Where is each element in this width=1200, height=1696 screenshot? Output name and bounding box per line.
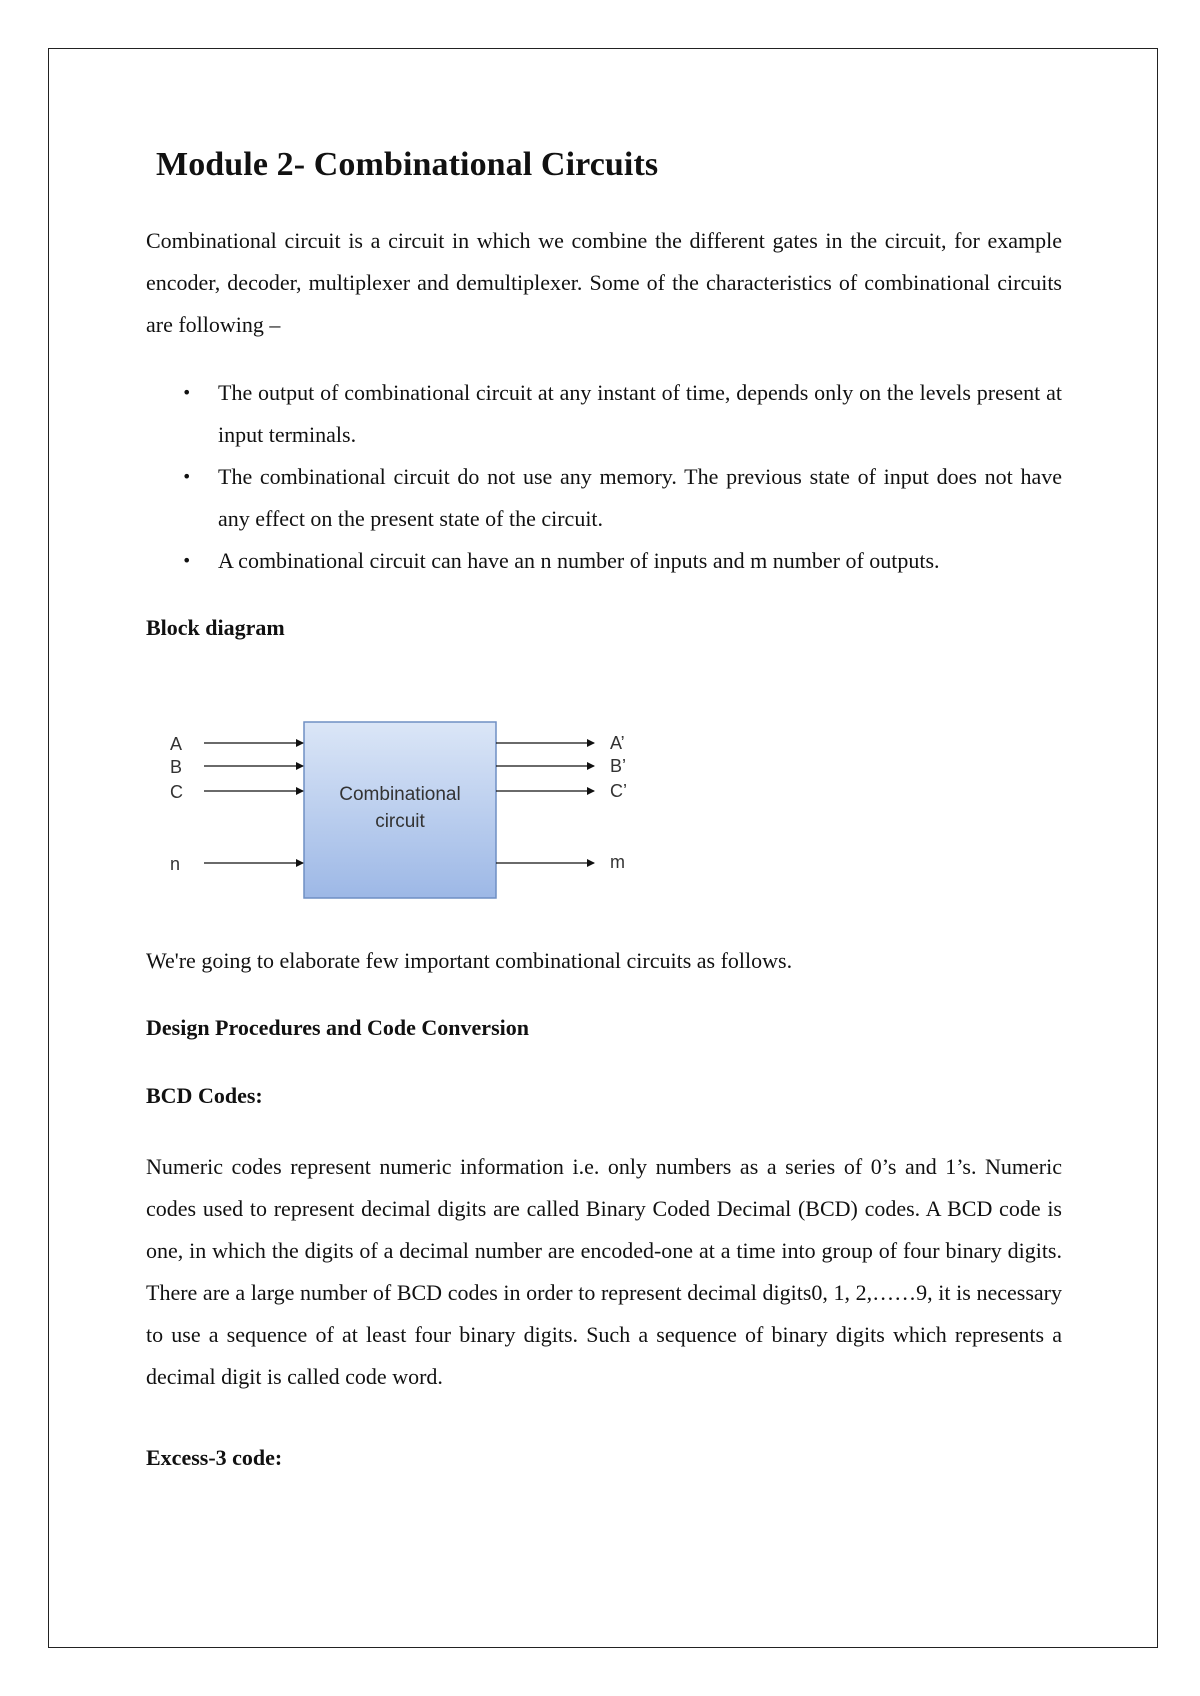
bullet-icon: • — [182, 467, 192, 486]
box-label-line2: circuit — [375, 811, 425, 832]
output-label-m: m — [610, 852, 625, 872]
bullet-icon: • — [182, 383, 192, 402]
combinational-circuit-box — [304, 722, 496, 898]
box-label-line1: Combinational — [339, 784, 461, 805]
list-item-text: A combinational circuit can have an n number of inputs and m number of outputs. — [218, 548, 940, 573]
block-diagram-heading: Block diagram — [146, 615, 285, 640]
bcd-paragraph: Numeric codes represent numeric information i.e. only numbers as a series of 0’s and 1’s. Numeric codes used to represent decimal digits are called Binary Coded Decimal (BCD) codes. A BCD code is one, in which the digits of a decimal number are encoded-one at a time into group of four binary digits. There are a large number of BCD codes in order to represent decimal digits0, 1, 2,……9, it is necessary to use a sequence of at least four binary digits. Such a sequence of binary digits which represents a decimal digit is called code word. — [146, 1154, 1062, 1389]
after-diagram-sentence: We're going to elaborate few important combinational circuits as follows. — [146, 948, 793, 973]
excess-3-heading: Excess-3 code: — [146, 1445, 283, 1470]
intro-paragraph: Combinational circuit is a circuit in which we combine the different gates in the circuit, for example encoder, decoder, multiplexer and demultiplexer. Some of the characteristics of combinational circuits are following – — [146, 228, 1062, 337]
block-diagram — [146, 700, 666, 900]
output-label-b-prime: B’ — [610, 756, 627, 776]
list-item — [146, 456, 1062, 540]
list-item-text: The combinational circuit do not use any memory. The previous state of input does not have any effect on the present state of the circuit. — [218, 464, 1062, 531]
design-procedures-heading: Design Procedures and Code Conversion — [146, 1015, 529, 1040]
document-content — [146, 140, 1062, 1478]
list-item-text: The output of combinational circuit at any instant of time, depends only on the levels present at input terminals. — [218, 380, 1062, 447]
output-label-a-prime: A’ — [610, 733, 625, 753]
block-diagram-svg — [146, 700, 666, 900]
input-label-c: C — [170, 782, 183, 802]
page-title: Module 2- Combinational Circuits — [156, 146, 659, 183]
list-item — [146, 372, 1062, 456]
bullet-icon: • — [182, 551, 192, 570]
output-label-c-prime: C’ — [610, 781, 627, 801]
input-label-b: B — [170, 757, 183, 777]
bcd-codes-heading: BCD Codes: — [146, 1083, 263, 1108]
list-item — [146, 540, 1062, 582]
characteristics-list — [146, 372, 1062, 582]
input-label-n: n — [170, 854, 181, 874]
input-label-a: A — [170, 734, 183, 754]
